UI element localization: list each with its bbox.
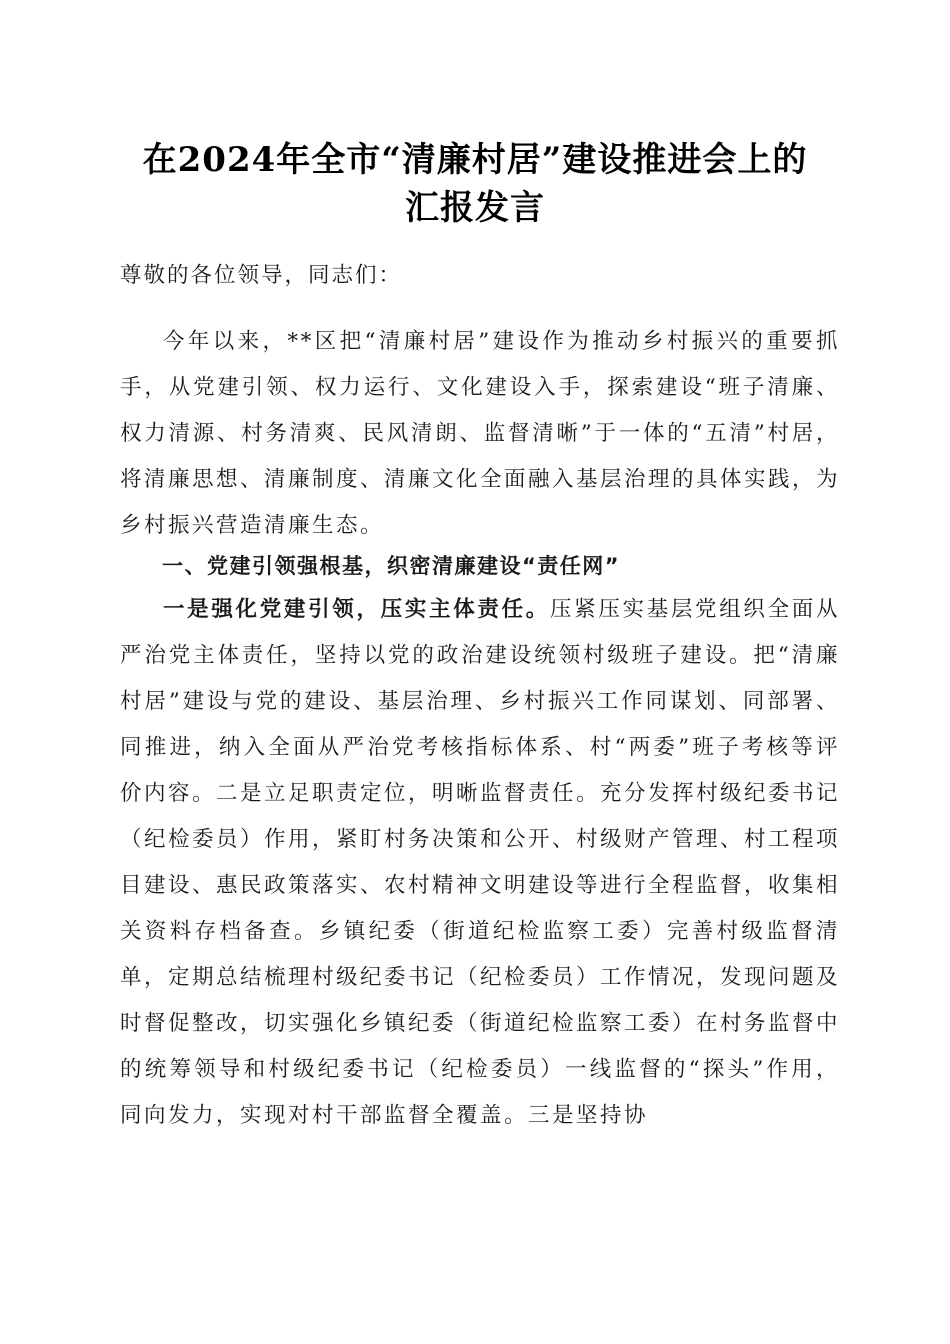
section-1-lead-sentence: 一是强化党建引领，压实主体责任。 bbox=[163, 597, 550, 622]
intro-paragraph: 今年以来，**区把“清廉村居”建设作为推动乡村振兴的重要抓手，从党建引领、权力运行、文化建设入手，探索建设“班子清廉、权力清源、村务清爽、民风清朗、监督清晰”于一体的“五清”村居，将清廉思想、清廉制度、清廉文化全面融入基层治理的具体实践，为乡村振兴营造清廉生态。 bbox=[120, 329, 841, 538]
salutation: 尊敬的各位领导，同志们： bbox=[120, 263, 403, 288]
section-1-paragraph bbox=[120, 587, 840, 1139]
section-1-body-text: 压紧压实基层党组织全面从严治党主体责任，坚持以党的政治建设统领村级班子建设。把“清廉村居”建设与党的建设、基层治理、乡村振兴工作同谋划、同部署、同推进，纳入全面从严治党考核指标体系、村“两委”班子考核等评价内容。二是立足职责定位，明晰监督责任。充分发挥村级纪委书记（纪检委员）作用，紧盯村务决策和公开、村级财产管理、村工程项目建设、惠民政策落实、农村精神文明建设等进行全程监督，收集相关资料存档备查。乡镇纪委（街道纪检监察工委）完善村级监督清单，定期总结梳理村级纪委书记（纪检委员）工作情况，发现问题及时督促整改，切实强化乡镇纪委（街道纪检监察工委）在村务监督中的统筹领导和村级纪委书记（纪检委员）一线监督的“探头”作用，同向发力，实现对村干部监督全覆盖。三是坚持协 bbox=[120, 597, 841, 1128]
document-title-line-1: 在2024年全市“清廉村居”建设推进会上的 bbox=[142, 140, 808, 180]
document-title-line-2: 汇报发言 bbox=[405, 188, 545, 228]
section-heading-1: 一、党建引领强根基，织密清廉建设“责任网” bbox=[162, 554, 621, 578]
